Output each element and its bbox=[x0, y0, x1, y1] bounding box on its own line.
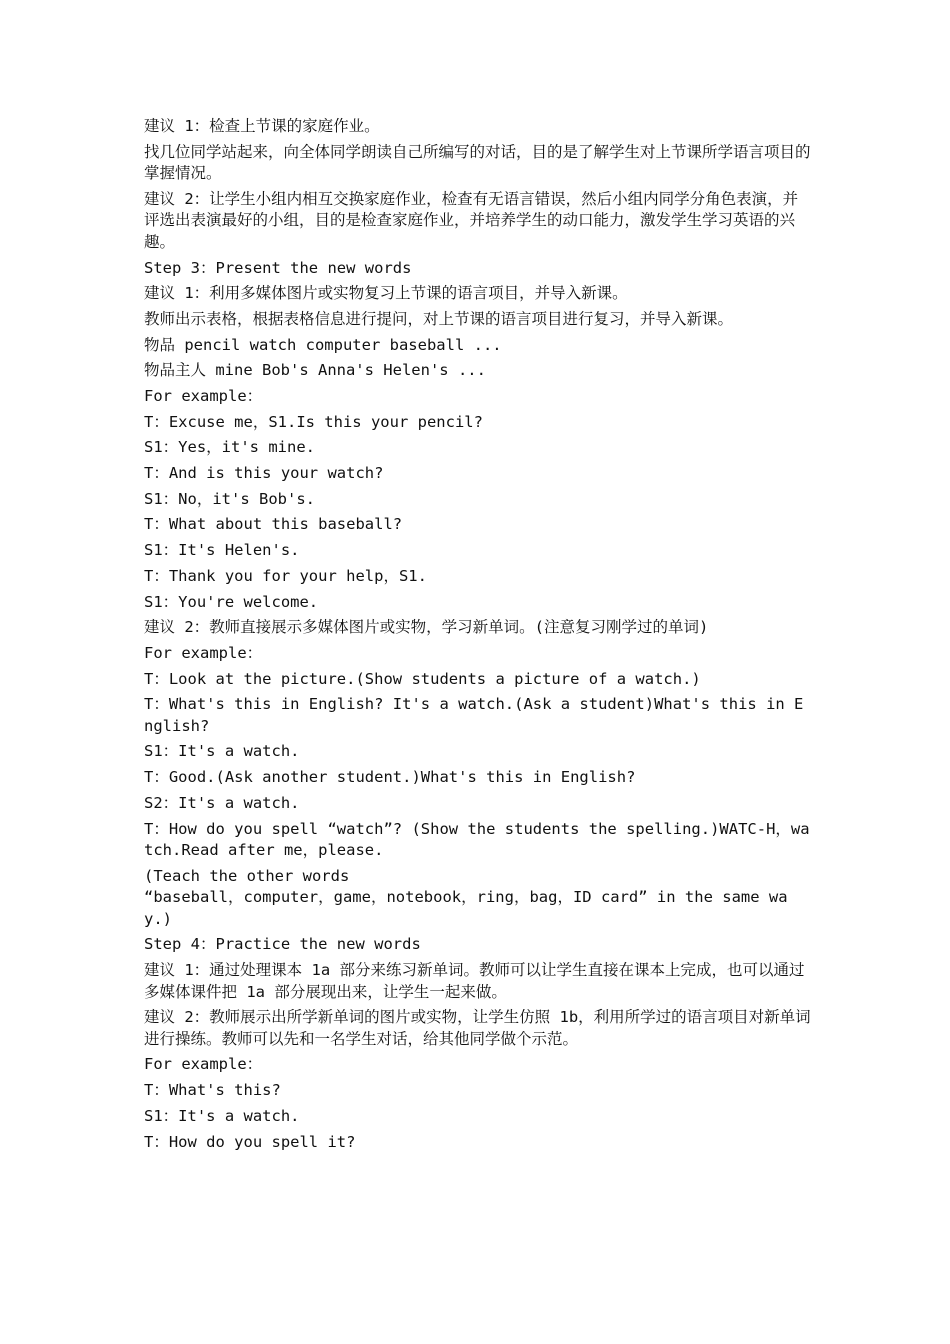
example-label: For example： bbox=[144, 643, 263, 662]
teaching-note: (Teach the other words bbox=[144, 866, 350, 885]
step-heading: Step 4：Practice the new words bbox=[144, 935, 421, 954]
dialogue-line: T：How do you spell it? bbox=[144, 1132, 356, 1151]
document-page bbox=[144, 116, 812, 1157]
dialogue-line: T：How do you spell “watch”? (Show the students the spelling.)WATC-H，watch.Read after me，please. bbox=[144, 819, 810, 859]
dialogue-line: T：Excuse me，S1.Is this your pencil? bbox=[144, 412, 483, 431]
paragraph: 建议 2：教师直接展示多媒体图片或实物，学习新单词。(注意复习刚学过的单词) bbox=[144, 618, 709, 637]
example-label: For example： bbox=[144, 387, 263, 405]
paragraph: 建议 1：检查上节课的家庭作业。 bbox=[144, 117, 380, 135]
dialogue-line: T：What's this in English? It's a watch.(Ask a student)What's this in English? bbox=[144, 695, 804, 735]
dialogue-line: T：What about this baseball? bbox=[144, 515, 403, 534]
dialogue-line: T：And is this your watch? bbox=[144, 464, 384, 483]
paragraph: 建议 1：通过处理课本 1a 部分来练习新单词。教师可以让学生直接在课本上完成，也可以通过多媒体课件把 1a 部分展现出来，让学生一起来做。 bbox=[144, 961, 805, 1001]
example-label: For example： bbox=[144, 1055, 263, 1074]
paragraph: 建议 1：利用多媒体图片或实物复习上节课的语言项目，并导入新课。 bbox=[144, 284, 628, 303]
dialogue-line: S1：You're welcome. bbox=[144, 592, 319, 611]
table-row-items: 物品 pencil watch computer baseball ... bbox=[144, 335, 502, 354]
paragraph: 建议 2：让学生小组内相互交换家庭作业，检查有无语言错误，然后小组内同学分角色表演，并评选出表演最好的小组，目的是检查家庭作业，并培养学生的动口能力，激发学生学习英语的兴趣。 bbox=[144, 189, 799, 251]
dialogue-line: S1：It's Helen's. bbox=[144, 541, 300, 560]
dialogue-line: T：Good.(Ask another student.)What's this in English? bbox=[144, 768, 636, 787]
paragraph: 找几位同学站起来，向全体同学朗读自己所编写的对话，目的是了解学生对上节课所学语言项目的掌握情况。 bbox=[144, 142, 811, 183]
table-row-owners: 物品主人 mine Bob's Anna's Helen's ... bbox=[144, 361, 486, 380]
paragraph: 建议 2：教师展示出所学新单词的图片或实物，让学生仿照 1b，利用所学过的语言项目对新单词进行操练。教师可以先和一名学生对话，给其他同学做个示范。 bbox=[144, 1008, 811, 1048]
dialogue-line: S1：It's a watch. bbox=[144, 742, 300, 761]
dialogue-line: S1：No，it's Bob's. bbox=[144, 489, 315, 508]
dialogue-line: S1：Yes，it's mine. bbox=[144, 438, 315, 457]
teaching-note: “baseball，computer，game，notebook，ring，bag，ID card” in the same way.) bbox=[144, 888, 788, 928]
dialogue-line: S1：It's a watch. bbox=[144, 1106, 300, 1125]
dialogue-line: T：Look at the picture.(Show students a picture of a watch.) bbox=[144, 669, 701, 688]
dialogue-line: T：Thank you for your help，S1. bbox=[144, 566, 427, 585]
paragraph: 教师出示表格，根据表格信息进行提问，对上节课的语言项目进行复习，并导入新课。 bbox=[144, 309, 734, 328]
dialogue-line: S2：It's a watch. bbox=[144, 793, 300, 812]
dialogue-line: T：What's this? bbox=[144, 1081, 281, 1100]
step-heading: Step 3：Present the new words bbox=[144, 258, 412, 277]
